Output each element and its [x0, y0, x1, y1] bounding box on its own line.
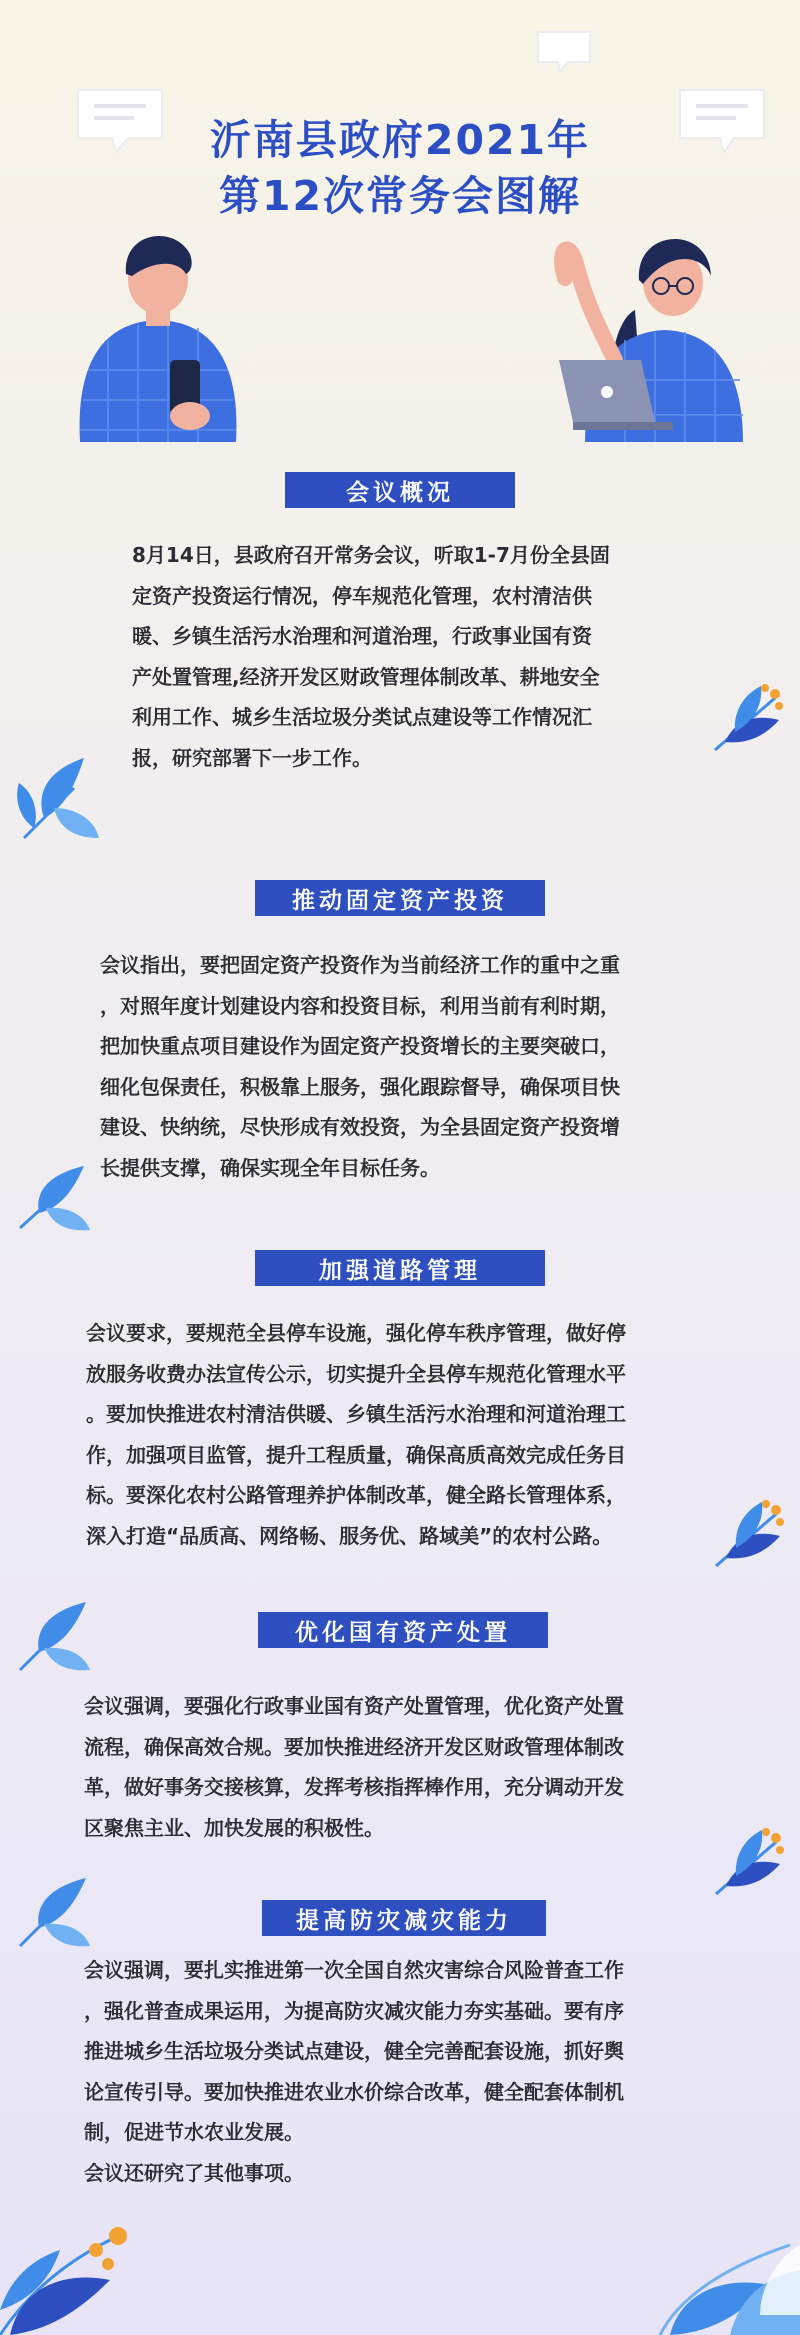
section-heading-meeting-overview: 会议概况	[285, 472, 515, 508]
leaf-sprig-icon	[14, 748, 104, 848]
section-body-road-management: 会议要求，要规范全县停车设施，强化停车秩序管理，做好停 放服务收费办法宣传公示，切实提升全县停车规范化管理水平 。要加快推进农村清洁供暖、乡镇生活污水治理和河道治理工 作，加强项目监管，提升工程质量，确保高质高效完成任务目 标。要深化农村公路管理养护体制改革，健全路长管理体系， 深入打造“品质高、网络畅、服务优、路域美”的农村公路。	[86, 1321, 626, 1548]
section-heading-state-asset-disposal: 优化国有资产处置	[258, 1612, 548, 1648]
section-body-state-asset-disposal: 会议强调，要强化行政事业国有资产处置管理，优化资产处置 流程，确保高效合规。要加快推进经济开发区财政管理体制改 革，做好事务交接核算，发挥考核指挥棒作用，充分调动开发 区聚焦主业、加快发展的积极性。	[84, 1694, 624, 1840]
leaf-sprig-icon	[14, 1594, 94, 1678]
title-line-1: 沂南县政府2021年	[209, 116, 591, 164]
leaf-sprig-icon	[14, 1870, 94, 1954]
leaf-sprig-icon	[705, 680, 785, 760]
section-heading-fixed-asset-investment: 推动固定资产投资	[255, 880, 545, 916]
title-line-2: 第12次常务会图解	[218, 172, 582, 220]
section-body-disaster-prevention: 会议强调，要扎实推进第一次全国自然灾害综合风险普查工作 ，强化普查成果运用，为提高防灾减灾能力夯实基础。要有序 推进城乡生活垃圾分类试点建设，健全完善配套设施，抓好舆 论宣传引导。要加快推进农业水价综合改革，健全配套体制机 制，促进节水农业发展。 会议还研究了其他事项。	[84, 1958, 624, 2185]
leaf-sprig-icon	[640, 2215, 800, 2335]
leaf-sprig-icon	[706, 1824, 786, 1904]
leaf-sprig-icon	[0, 2200, 150, 2335]
section-body-fixed-asset-investment: 会议指出，要把固定资产投资作为当前经济工作的重中之重 ，对照年度计划建设内容和投资目标，利用当前有利时期， 把加快重点项目建设作为固定资产投资增长的主要突破口， 细化包保责任，积极靠上服务，强化跟踪督导，确保项目快 建设、快纳统，尽快形成有效投资，为全县固定资产投资增 长提供支撑，确保实现全年目标任务。	[100, 953, 620, 1180]
page-title	[0, 112, 800, 224]
man-with-phone-illustration	[58, 210, 258, 442]
section-heading-road-management: 加强道路管理	[255, 1250, 545, 1286]
woman-with-laptop-illustration	[545, 210, 765, 442]
leaf-sprig-icon	[706, 1496, 786, 1576]
leaf-sprig-icon	[14, 1158, 94, 1238]
section-body-meeting-overview: 8月14日，县政府召开常务会议，听取1-7月份全县固 定资产投资运行情况，停车规范化管理，农村清洁供 暖、乡镇生活污水治理和河道治理，行政事业国有资 产处置管理,经济开发区财政管理体制改革、耕地安全 利用工作、城乡生活垃圾分类试点建设等工作情况汇 报，研究部署下一步工作。	[132, 543, 610, 770]
speech-bubble-icon	[534, 28, 594, 76]
section-heading-disaster-prevention: 提高防灾减灾能力	[262, 1900, 546, 1936]
